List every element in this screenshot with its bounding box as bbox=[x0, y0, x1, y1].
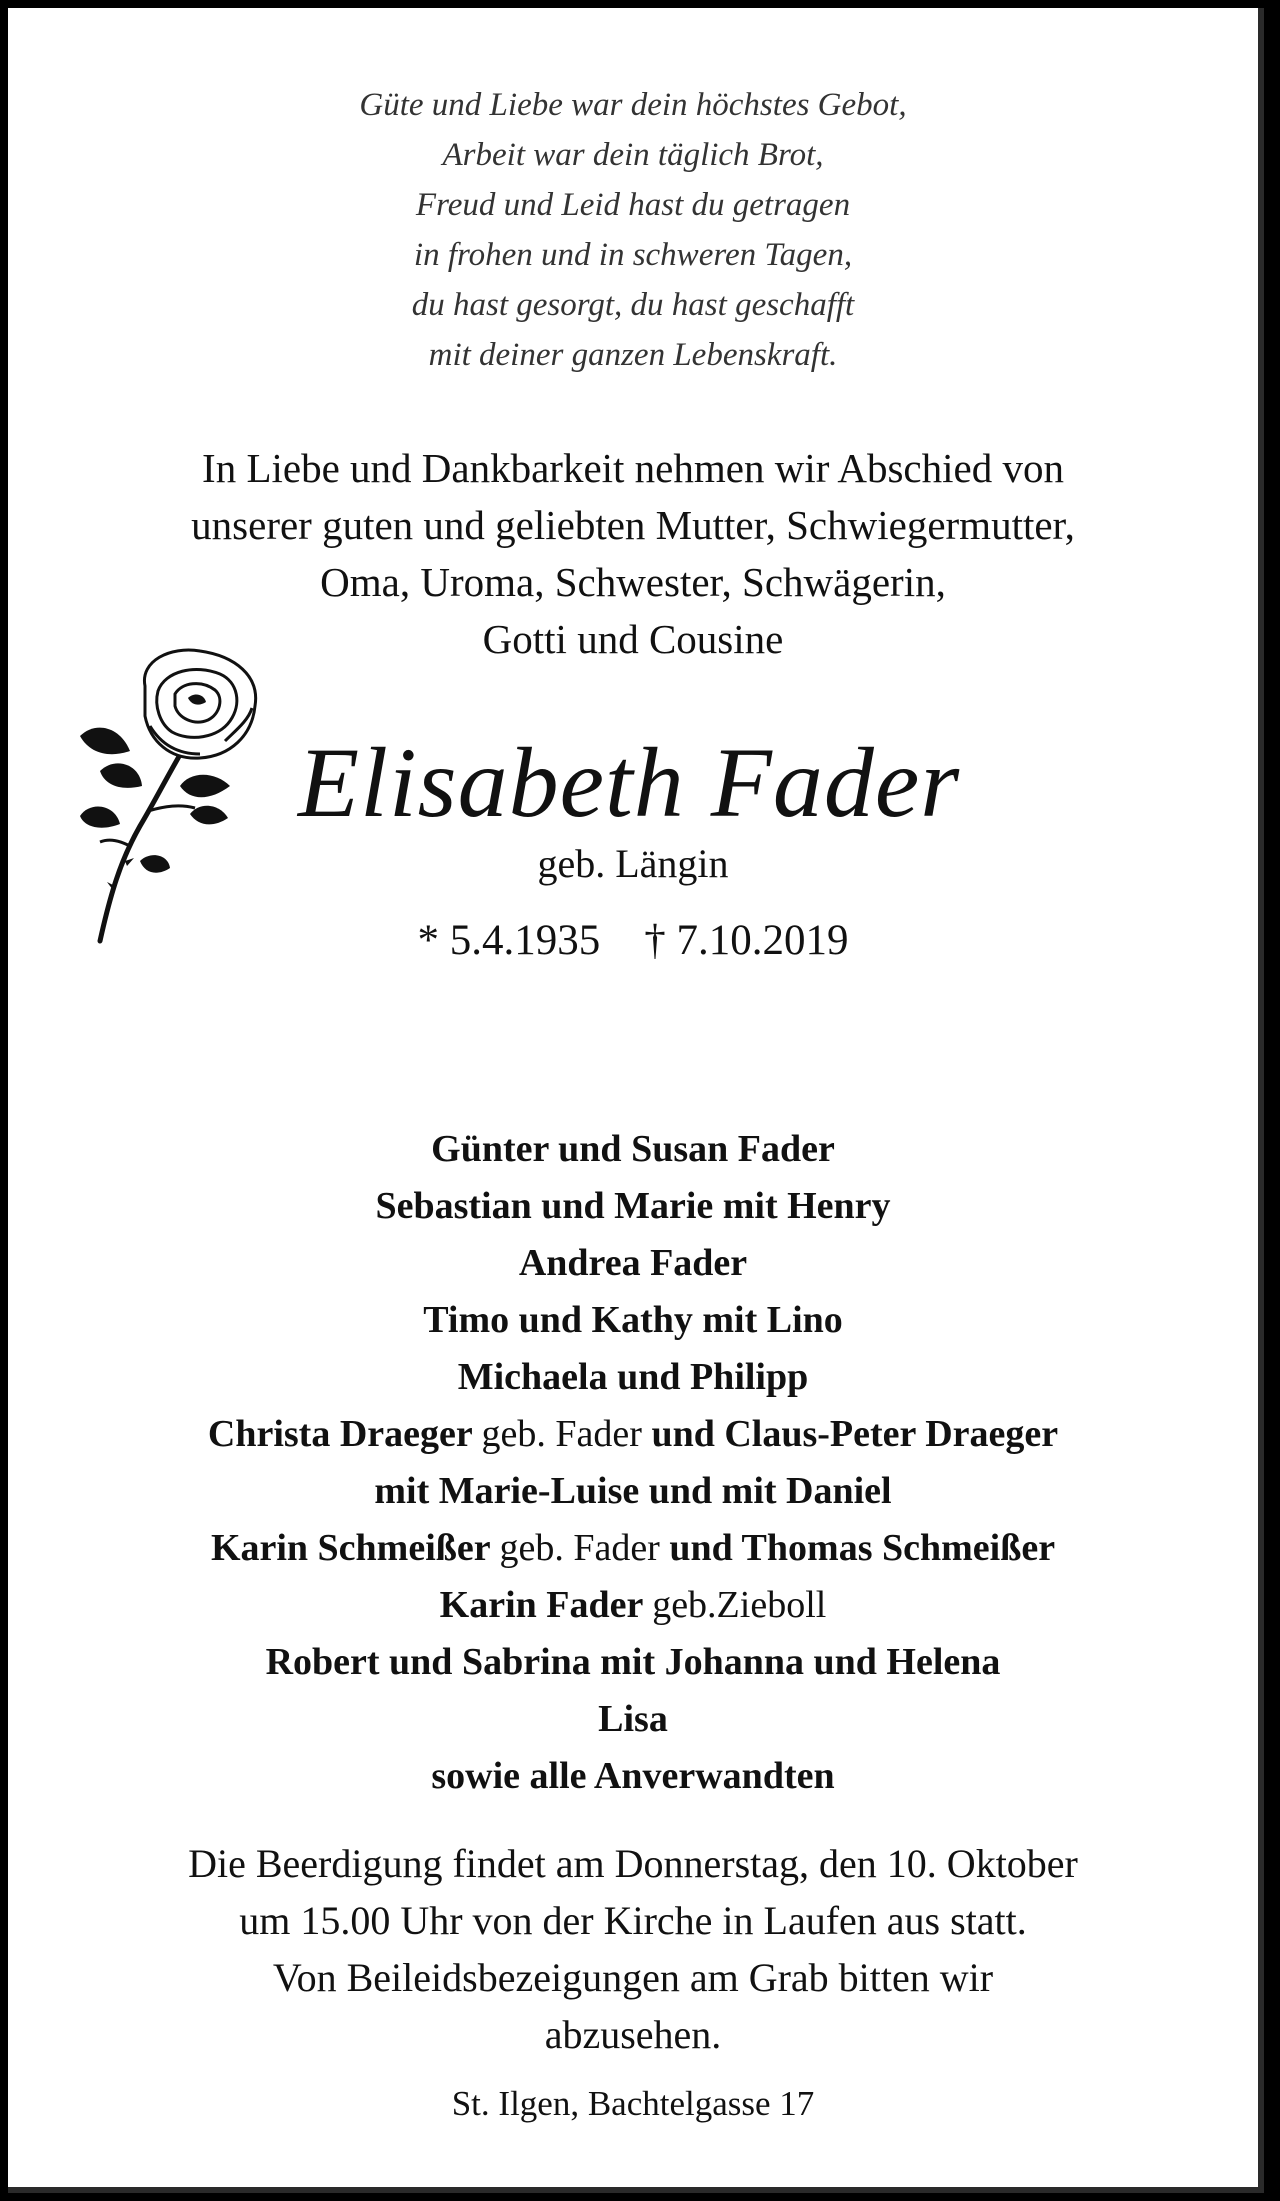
maiden-name: geb. Längin bbox=[537, 841, 729, 886]
mourner-line: Andrea Fader bbox=[518, 1242, 748, 1284]
death-date: † 7.10.2019 bbox=[644, 917, 849, 964]
intro-line: Gotti und Cousine bbox=[482, 616, 784, 662]
mourner-name: Christa Draeger bbox=[207, 1413, 473, 1455]
mourner-line: sowie alle Anverwandten bbox=[431, 1755, 835, 1797]
funeral-line: Von Beileidsbezeigungen am Grab bitten wir bbox=[272, 1955, 994, 2000]
poem-line: du hast gesorgt, du hast geschafft bbox=[411, 287, 855, 323]
intro-line: In Liebe und Dankbarkeit nehmen wir Abschied von bbox=[202, 445, 1064, 491]
mourner-line: Timo und Kathy mit Lino bbox=[423, 1299, 843, 1341]
mourner-line: Sebastian und Marie mit Henry bbox=[375, 1185, 891, 1227]
mourner-name: und Thomas Schmeißer bbox=[669, 1527, 1056, 1569]
nee-label: geb. Fader bbox=[481, 1413, 642, 1455]
obituary-card bbox=[8, 8, 1264, 2193]
birth-date: * 5.4.1935 bbox=[417, 917, 601, 964]
nee-label: geb. Fader bbox=[499, 1527, 660, 1569]
mourner-name: Karin Fader bbox=[439, 1584, 643, 1626]
poem-line: Arbeit war dein täglich Brot, bbox=[442, 137, 824, 173]
poem-line: in frohen und in schweren Tagen, bbox=[413, 237, 853, 273]
nee-label: geb.Zieboll bbox=[652, 1584, 827, 1626]
mourner-line bbox=[8, 1520, 1258, 1577]
poem bbox=[8, 80, 1258, 380]
intro-line: Oma, Uroma, Schwester, Schwägerin, bbox=[320, 559, 946, 605]
funeral-line: um 15.00 Uhr von der Kirche in Laufen aus statt. bbox=[239, 1898, 1027, 1943]
funeral-line: abzusehen. bbox=[544, 2012, 722, 2057]
rose-icon bbox=[70, 646, 270, 946]
mourner-line: Michaela und Philipp bbox=[457, 1356, 809, 1398]
mourners-list bbox=[8, 1121, 1258, 1805]
poem-line: mit deiner ganzen Lebenskraft. bbox=[428, 337, 838, 373]
funeral-notice bbox=[8, 1835, 1258, 2063]
mourner-line bbox=[8, 1577, 1258, 1634]
mourner-name: und Claus-Peter Draeger bbox=[651, 1413, 1059, 1455]
mourner-name: Karin Schmeißer bbox=[210, 1527, 490, 1569]
mourner-line bbox=[8, 1406, 1258, 1463]
intro-line: unserer guten und geliebten Mutter, Schwiegermutter, bbox=[191, 502, 1075, 548]
funeral-line: Die Beerdigung findet am Donnerstag, den 10. Oktober bbox=[188, 1841, 1078, 1886]
mourner-line: Robert und Sabrina mit Johanna und Helena bbox=[265, 1641, 1001, 1683]
deceased-name: Elisabeth Fader bbox=[298, 727, 961, 838]
mourner-line: Günter und Susan Fader bbox=[431, 1128, 835, 1170]
intro-text bbox=[8, 440, 1258, 668]
mourner-line: Lisa bbox=[598, 1698, 668, 1740]
address: St. Ilgen, Bachtelgasse 17 bbox=[451, 2084, 815, 2123]
life-dates bbox=[8, 916, 1258, 965]
mourner-line: mit Marie-Luise und mit Daniel bbox=[374, 1470, 892, 1512]
poem-line: Freud und Leid hast du getragen bbox=[415, 187, 851, 223]
poem-line: Güte und Liebe war dein höchstes Gebot, bbox=[359, 87, 907, 123]
